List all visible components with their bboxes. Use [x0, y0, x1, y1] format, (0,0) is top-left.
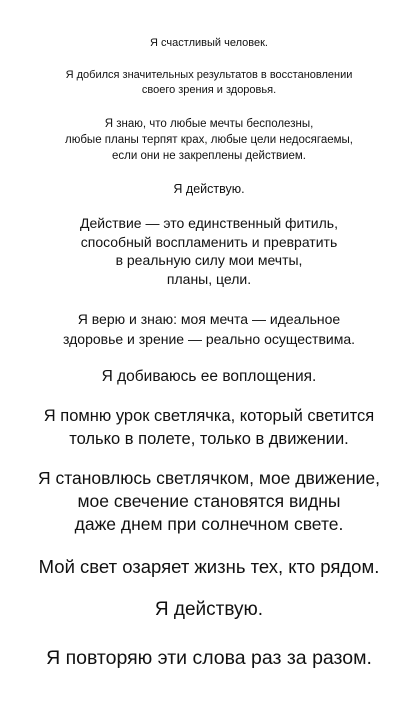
text-line: Я счастливый человек.: [150, 37, 268, 49]
paragraph-dreams-useless: [0, 116, 418, 164]
text-line: мое свечение становятся видны: [77, 491, 341, 511]
paragraph-my-light: [0, 555, 418, 579]
text-line: Я добиваюсь ее воплощения.: [101, 368, 317, 385]
text-line: только в полете, только в движении.: [69, 430, 349, 448]
text-line: Я знаю, что любые мечты бесполезны,: [104, 118, 314, 130]
paragraph-happy-person: [0, 36, 418, 50]
text-line: Я становлюсь светлячком, мое движение,: [37, 468, 381, 488]
text-line: своего зрения и здоровья.: [141, 83, 277, 96]
text-line: Я помню урок светлячка, который светится: [43, 407, 375, 425]
text-line: Действие — это единственный фитиль,: [80, 215, 338, 231]
text-line: даже днем при солнечном свете.: [74, 514, 344, 534]
paragraph-becoming-firefly: [0, 467, 418, 536]
text-line: если они не закреплены действием.: [112, 150, 306, 162]
text-line: в реальную силу мои мечты,: [115, 252, 303, 268]
paragraph-achieving: [0, 367, 418, 387]
paragraph-repeat: [0, 645, 418, 671]
text-line: Я повторяю эти слова раз за разом.: [46, 647, 372, 669]
text-line: планы, цели.: [166, 270, 252, 287]
text-line: Я верю и знаю: моя мечта — идеальное: [77, 311, 341, 327]
text-line: Я добился значительных результатов в восстановлении: [65, 69, 353, 81]
paragraph-results: [0, 68, 418, 97]
text-line: здоровье и зрение — реально осуществима.: [63, 330, 355, 347]
text-line: способный воспламенить и превратить: [80, 233, 338, 250]
text-line: Я действую.: [173, 182, 245, 196]
paragraph-i-act: [0, 181, 418, 197]
paragraph-firefly-lesson: [0, 405, 418, 451]
text-line: любые планы терпят крах, любые цели недосягаемы,: [65, 134, 353, 146]
paragraph-action-fuse: [0, 214, 418, 288]
paragraph-i-act-again: [0, 598, 418, 622]
text-line: Мой свет озаряет жизнь тех, кто рядом.: [38, 556, 380, 577]
text-line: Я действую.: [154, 599, 264, 620]
paragraph-belief: [0, 310, 418, 349]
